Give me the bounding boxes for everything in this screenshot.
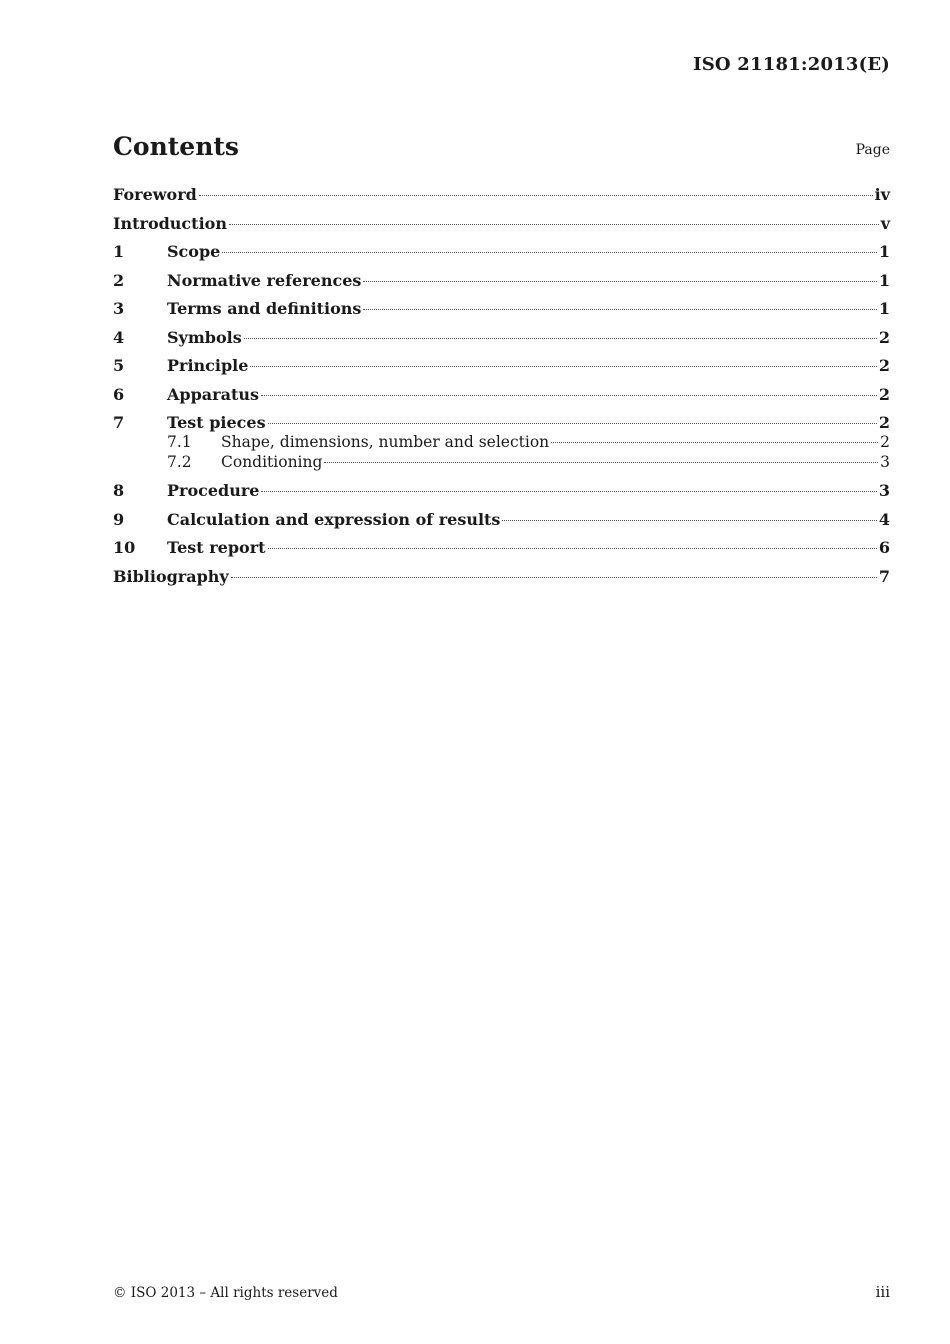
toc-entry-test-pieces[interactable] xyxy=(113,413,890,433)
toc-entry-page: 1 xyxy=(878,270,890,290)
toc-entry-title: Calculation and expression of results xyxy=(167,509,501,529)
toc-entry-title: Foreword xyxy=(113,185,197,204)
toc-leader xyxy=(244,338,877,339)
toc-entry-page: 3 xyxy=(880,453,890,471)
toc-entry-page: 6 xyxy=(878,538,890,557)
toc-leader xyxy=(551,442,878,443)
toc-leader xyxy=(363,309,876,310)
toc-entry-test-report[interactable] xyxy=(113,538,890,567)
toc-entry-title: Test pieces xyxy=(167,413,266,432)
toc-leader xyxy=(261,395,877,396)
toc-entry-title: Test report xyxy=(167,538,266,557)
page-column-label: Page xyxy=(855,142,890,158)
toc-entry-page: 2 xyxy=(878,327,890,347)
page-number: iii xyxy=(875,1283,890,1301)
document-id: ISO 21181:2013(E) xyxy=(693,54,890,75)
toc-entry-foreword[interactable] xyxy=(113,185,890,214)
toc-leader xyxy=(222,252,877,253)
toc-entry-title: Principle xyxy=(167,356,249,375)
toc-entry-number: 10 xyxy=(113,538,136,557)
toc-entry-page: 7 xyxy=(878,566,890,586)
toc-entry-title: Terms and definitions xyxy=(167,299,362,318)
toc-leader xyxy=(363,281,876,282)
toc-entry-page: 2 xyxy=(878,356,890,375)
toc-entry-page: 2 xyxy=(878,384,890,404)
toc-entry-title: Introduction xyxy=(113,213,227,233)
copyright-notice: © ISO 2013 – All rights reserved xyxy=(113,1285,338,1301)
toc-entry-apparatus[interactable] xyxy=(113,385,890,414)
toc-entry-calculation[interactable] xyxy=(113,510,890,539)
toc-entry-principle[interactable] xyxy=(113,356,890,385)
toc-entry-number: 9 xyxy=(113,509,125,529)
toc-entry-page: v xyxy=(880,213,890,233)
toc-leader xyxy=(199,195,873,196)
toc-subentry-conditioning[interactable] xyxy=(113,453,890,473)
toc-entry-title: Normative references xyxy=(167,270,362,290)
toc-entry-number: 4 xyxy=(113,327,125,347)
table-of-contents xyxy=(113,185,890,595)
toc-entry-page: 1 xyxy=(878,299,890,318)
toc-entry-title: Scope xyxy=(167,242,221,261)
toc-leader xyxy=(268,423,877,424)
toc-entry-number: 5 xyxy=(113,356,125,375)
toc-entry-number: 1 xyxy=(113,242,125,261)
toc-entry-page: 1 xyxy=(878,242,890,261)
toc-leader xyxy=(502,520,876,521)
toc-subentry-shape-dimensions[interactable] xyxy=(113,433,890,453)
toc-entry-title: Shape, dimensions, number and selection xyxy=(221,433,550,451)
toc-entry-page: 4 xyxy=(878,509,890,529)
toc-leader xyxy=(268,548,877,549)
toc-entry-number: 8 xyxy=(113,481,125,500)
toc-entry-page: 2 xyxy=(878,413,890,432)
toc-entry-terms-and-definitions[interactable] xyxy=(113,299,890,328)
toc-leader xyxy=(231,577,877,578)
toc-entry-number: 7.1 xyxy=(167,433,192,451)
toc-entry-page: 3 xyxy=(878,481,890,500)
toc-entry-page: 2 xyxy=(880,433,890,451)
toc-entry-procedure[interactable] xyxy=(113,481,890,510)
toc-leader xyxy=(229,224,879,225)
toc-entry-title: Apparatus xyxy=(167,384,259,404)
toc-entry-title: Symbols xyxy=(167,327,242,347)
toc-leader xyxy=(324,462,878,463)
toc-entry-title: Bibliography xyxy=(113,566,229,586)
toc-entry-number: 7 xyxy=(113,413,125,432)
toc-entry-introduction[interactable] xyxy=(113,214,890,243)
toc-entry-normative-references[interactable] xyxy=(113,271,890,300)
toc-leader xyxy=(261,491,876,492)
toc-leader xyxy=(250,366,876,367)
toc-entry-number: 2 xyxy=(113,270,125,290)
toc-entry-page: iv xyxy=(874,185,890,204)
contents-heading: Contents xyxy=(113,132,240,161)
toc-entry-symbols[interactable] xyxy=(113,328,890,357)
toc-entry-title: Conditioning xyxy=(221,453,323,471)
toc-entry-scope[interactable] xyxy=(113,242,890,271)
toc-entry-title: Procedure xyxy=(167,481,260,500)
toc-entry-number: 6 xyxy=(113,384,125,404)
toc-entry-number: 3 xyxy=(113,299,125,318)
toc-entry-bibliography[interactable] xyxy=(113,567,890,596)
toc-entry-number: 7.2 xyxy=(167,453,192,471)
